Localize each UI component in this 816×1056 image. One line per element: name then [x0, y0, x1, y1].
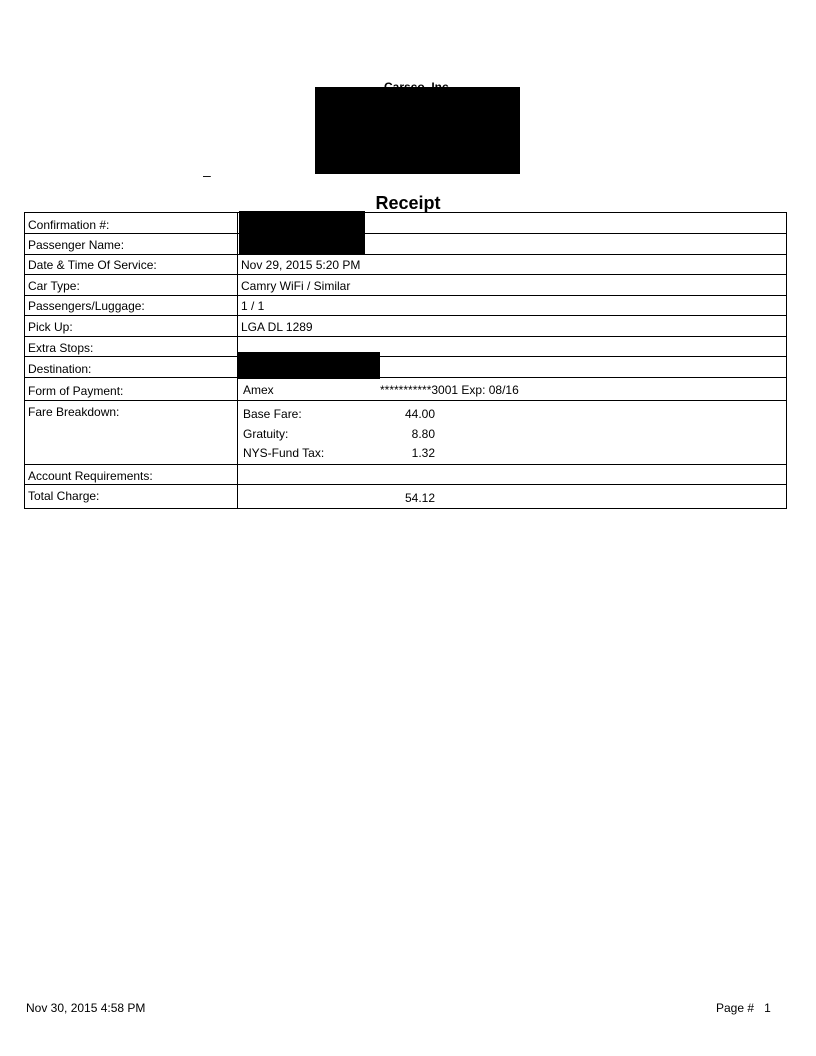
fare-item-name: Gratuity: [243, 427, 289, 441]
printed-timestamp: Nov 30, 2015 4:58 PM [26, 1001, 146, 1015]
datetime-value: Nov 29, 2015 5:20 PM [241, 258, 361, 272]
row-car-type [25, 275, 786, 296]
datetime-label: Date & Time Of Service: [28, 258, 157, 272]
fare-label: Fare Breakdown: [28, 405, 120, 419]
fare-item-name: NYS-Fund Tax: [243, 446, 325, 460]
pickup-value: LGA DL 1289 [241, 320, 313, 334]
row-passengers-luggage [25, 296, 786, 316]
row-extra-stops [25, 337, 786, 357]
row-account-requirements [25, 465, 786, 485]
row-fare-breakdown [25, 401, 786, 465]
passenger-label: Passenger Name: [28, 238, 125, 252]
row-destination [25, 357, 786, 378]
row-datetime [25, 255, 786, 275]
extra-stops-label: Extra Stops: [28, 341, 94, 355]
payment-type: Amex [243, 383, 274, 397]
payment-label: Form of Payment: [28, 384, 124, 398]
destination-label: Destination: [28, 362, 92, 376]
page-indicator [716, 1001, 771, 1015]
passengers-luggage-value: 1 / 1 [241, 299, 265, 313]
fare-item-name: Base Fare: [243, 407, 302, 421]
fare-item-amount: 1.32 [411, 446, 435, 460]
car-type-value: Camry WiFi / Similar [241, 279, 351, 293]
car-type-label: Car Type: [28, 279, 80, 293]
row-payment [25, 378, 786, 401]
row-passenger [25, 234, 786, 255]
row-pickup [25, 316, 786, 337]
payment-card: ***********3001 Exp: 08/16 [380, 383, 519, 397]
fare-item-amount: 8.80 [411, 427, 435, 441]
page-number: 1 [764, 1001, 771, 1015]
page-label: Page # [716, 1001, 755, 1015]
header-dash: – [203, 167, 211, 183]
confirmation-label: Confirmation #: [28, 218, 110, 232]
pickup-label: Pick Up: [28, 320, 73, 334]
fare-item-amount: 44.00 [404, 407, 435, 421]
redacted-confirmation-passenger [239, 211, 365, 255]
redacted-header-block [315, 87, 520, 174]
redacted-destination [237, 352, 380, 379]
passengers-luggage-label: Passengers/Luggage: [28, 299, 145, 313]
receipt-table [24, 212, 787, 509]
account-requirements-label: Account Requirements: [28, 469, 153, 483]
total-charge-label: Total Charge: [28, 489, 100, 503]
row-confirmation [25, 213, 786, 234]
page-title: Receipt [375, 193, 441, 213]
row-total-charge [25, 485, 786, 508]
total-charge-value: 54.12 [404, 491, 435, 505]
